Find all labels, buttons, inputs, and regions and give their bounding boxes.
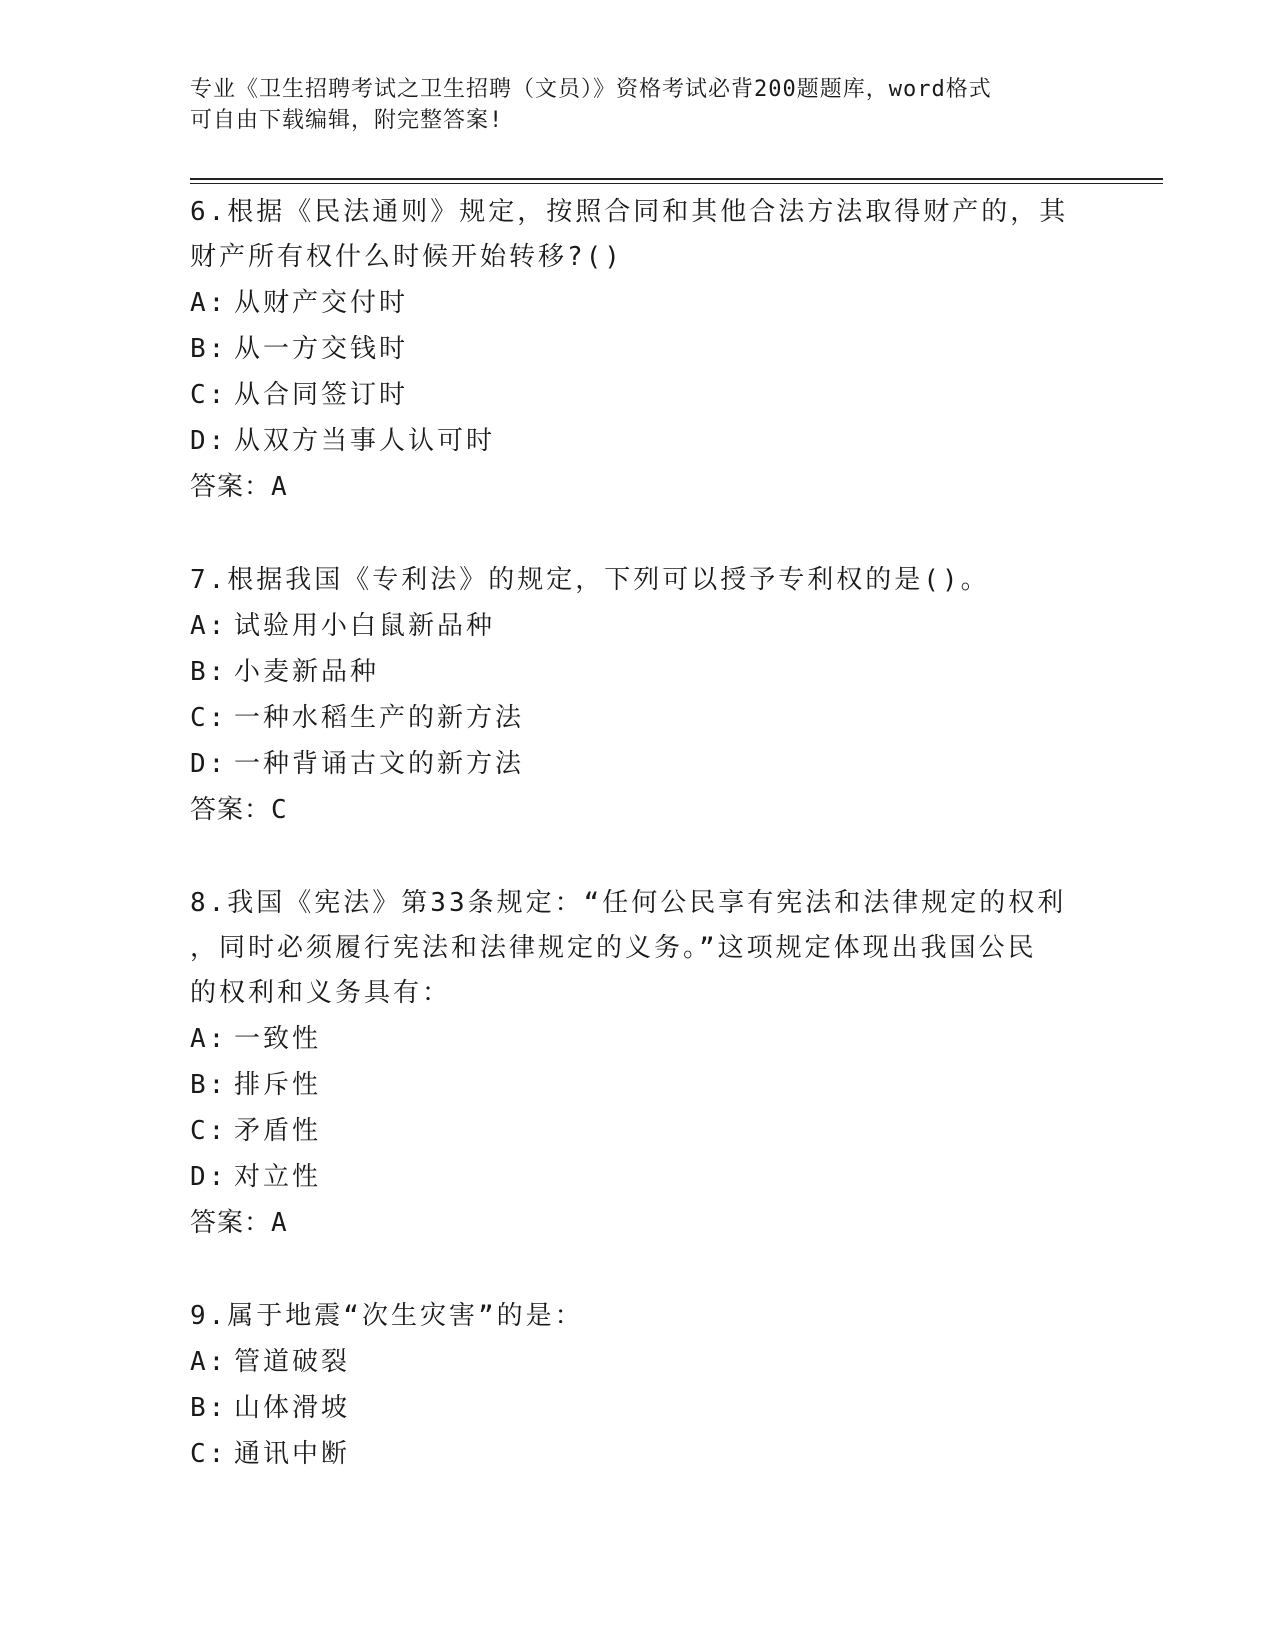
option-text: 对立性 [234,1162,322,1192]
question-8 [190,881,1090,1246]
question-text-line: 7.根据我国《专利法》的规定，下列可以授予专利权的是()。 [190,565,990,595]
option-key: A: [190,1024,228,1054]
option-text: 从双方当事人认可时 [234,426,496,456]
option-text: 矛盾性 [234,1116,322,1146]
document-header [190,74,1090,136]
option-key: C: [190,1116,228,1146]
option-key: C: [190,1439,228,1469]
option-a [190,1339,1090,1385]
question-9 [190,1294,1090,1477]
option-a [190,603,1090,649]
option-key: B: [190,334,228,364]
option-a [190,1016,1090,1062]
question-spacer [190,1246,1090,1294]
question-text-line: 的权利和义务具有： [190,978,452,1008]
question-text-line: 9.属于地震“次生灾害”的是： [190,1301,584,1331]
option-b [190,326,1090,372]
option-key: D: [190,1162,228,1192]
question-7-options [190,603,1090,787]
question-text-line: 财产所有权什么时候开始转移?() [190,242,623,272]
option-text: 从财产交付时 [234,288,409,318]
option-key: C: [190,703,228,733]
option-d [190,1154,1090,1200]
question-8-options [190,1016,1090,1200]
option-b [190,1385,1090,1431]
question-8-text [190,881,1090,1016]
header-line-1: 专业《卫生招聘考试之卫生招聘（文员）》资格考试必背200题题库，word格式 [190,77,992,102]
option-text: 排斥性 [234,1070,322,1100]
option-key: D: [190,749,228,779]
option-text: 试验用小白鼠新品种 [234,611,496,641]
option-key: B: [190,657,228,687]
option-key: A: [190,288,228,318]
option-text: 通讯中断 [234,1439,351,1469]
question-9-text [190,1294,1090,1339]
option-text: 从一方交钱时 [234,334,409,364]
option-b [190,649,1090,695]
option-c [190,695,1090,741]
question-9-options [190,1339,1090,1477]
question-8-answer: 答案：A [190,1208,288,1238]
question-7-answer: 答案：C [190,795,288,825]
option-d [190,741,1090,787]
option-key: D: [190,426,228,456]
question-text-line: 8.我国《宪法》第33条规定：“任何公民享有宪法和法律规定的权利 [190,888,1067,918]
option-text: 管道破裂 [234,1347,351,1377]
question-spacer [190,833,1090,881]
header-divider-thin [190,183,1163,184]
option-c [190,372,1090,418]
option-key: B: [190,1070,228,1100]
option-text: 一致性 [234,1024,322,1054]
question-6-text [190,190,1090,280]
question-6-options [190,280,1090,464]
option-text: 一种背诵古文的新方法 [234,749,525,779]
question-text-line: ，同时必须履行宪法和法律规定的义务。”这项规定体现出我国公民 [190,933,1037,963]
option-key: B: [190,1393,228,1423]
question-6 [190,190,1090,510]
option-b [190,1062,1090,1108]
option-text: 从合同签订时 [234,380,409,410]
option-key: C: [190,380,228,410]
question-6-answer: 答案：A [190,472,288,502]
option-d [190,418,1090,464]
option-text: 小麦新品种 [234,657,380,687]
option-text: 山体滑坡 [234,1393,351,1423]
question-spacer [190,510,1090,558]
question-list [190,190,1090,1477]
option-text: 一种水稻生产的新方法 [234,703,525,733]
header-divider-thick [190,178,1163,180]
question-text-line: 6.根据《民法通则》规定，按照合同和其他合法方法取得财产的，其 [190,197,1069,227]
question-7-text [190,558,1090,603]
option-c [190,1108,1090,1154]
option-a [190,280,1090,326]
header-line-2: 可自由下载编辑，附完整答案! [190,108,504,133]
option-key: A: [190,611,228,641]
option-c [190,1431,1090,1477]
option-key: A: [190,1347,228,1377]
question-7 [190,558,1090,833]
